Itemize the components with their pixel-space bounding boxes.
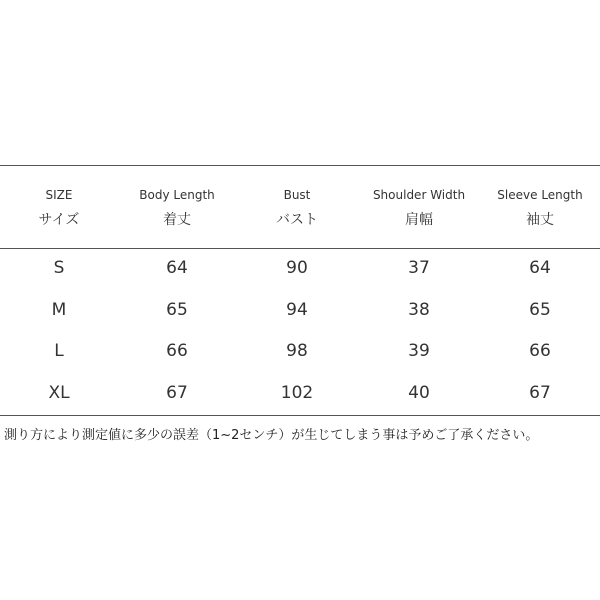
table-cell: 67 [166, 383, 188, 403]
measurement-note: 測り方により測定値に多少の誤差（1~2センチ）が生じてしまう事は予めご了承ください。 [4, 428, 539, 443]
column-header-en: Bust [283, 188, 311, 202]
table-cell: 39 [408, 341, 430, 361]
column-header-ja: 袖丈 [526, 212, 554, 228]
table-cell: 67 [529, 383, 551, 403]
table-top-rule [0, 165, 600, 166]
size-label: S [53, 258, 65, 278]
table-cell: 65 [166, 300, 188, 320]
table-bottom-rule [0, 415, 600, 416]
table-cell: 66 [529, 341, 551, 361]
column-header-en: SIZE [45, 188, 73, 202]
column-header-ja: 肩幅 [405, 212, 433, 228]
table-cell: 102 [280, 383, 314, 403]
column-header-ja: バスト [276, 212, 318, 228]
table-cell: 90 [286, 258, 308, 278]
table-cell: 37 [408, 258, 430, 278]
table-cell: 64 [529, 258, 551, 278]
table-cell: 98 [286, 341, 308, 361]
table-cell: 94 [286, 300, 308, 320]
column-header-en: Shoulder Width [372, 188, 466, 202]
column-header-ja: 着丈 [163, 212, 191, 228]
table-cell: 66 [166, 341, 188, 361]
size-label: L [54, 341, 64, 361]
header-bottom-rule [0, 248, 600, 249]
table-cell: 64 [166, 258, 188, 278]
column-header-ja: サイズ [38, 212, 80, 228]
size-label: XL [48, 383, 70, 403]
table-cell: 65 [529, 300, 551, 320]
table-cell: 38 [408, 300, 430, 320]
table-cell: 40 [408, 383, 430, 403]
column-header-en: Sleeve Length [497, 188, 583, 202]
column-header-en: Body Length [139, 188, 215, 202]
size-label: M [51, 300, 67, 320]
